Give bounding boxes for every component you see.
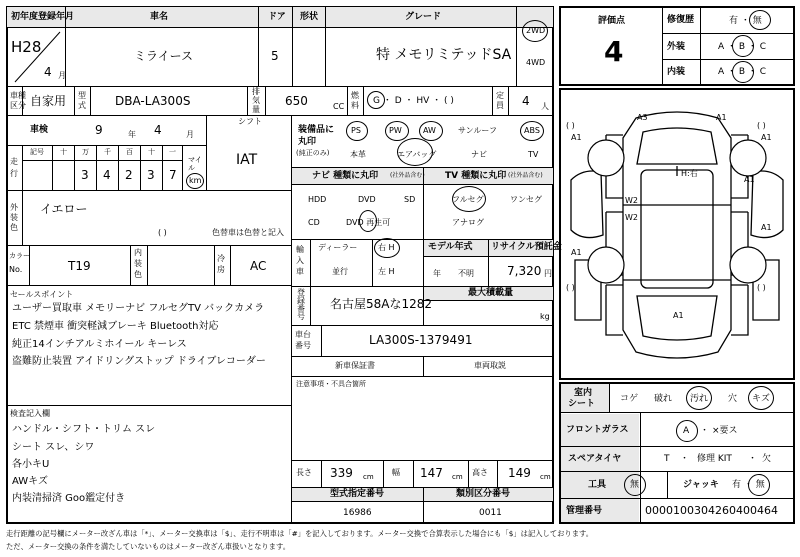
ac-value: AC — [250, 259, 267, 273]
seat-label-1: 室内 — [574, 388, 593, 398]
model-label-2: 式 — [78, 101, 86, 110]
repair-history-label: 修復歴 — [667, 15, 695, 25]
navi-sd: SD — [404, 195, 416, 204]
windshield-sep: ・ — [700, 426, 710, 436]
seat-burn: コゲ — [620, 394, 639, 404]
equip-tv: TV — [528, 150, 539, 159]
seat-scratch: キズ — [752, 394, 770, 404]
windshield-label: フロントガラス — [566, 425, 629, 435]
navi-label-note: (社外品含む) — [390, 172, 425, 179]
model-year-label: モデル年式 — [428, 242, 473, 252]
car-body-diagram — [561, 90, 793, 378]
capacity-unit: 人 — [541, 102, 549, 111]
mileage-digit: 2 — [125, 168, 133, 182]
interior-color-label-3: 色 — [134, 270, 142, 279]
sales-point-line: 盗難防止装置 アイドリングストップ ドライブレコーダー — [12, 356, 266, 367]
import-label-1: 輸 — [296, 245, 304, 254]
recycle-value: 7,320 — [507, 264, 542, 278]
footer-note-2: ただ、メーター交換の条件を満たしていないものはメーター改ざん車扱いとなります。 — [6, 542, 290, 551]
height-value: 149 — [508, 466, 531, 480]
import-parallel: 並行 — [332, 267, 348, 276]
windshield-a: A — [683, 426, 690, 436]
spare-sep: ・ — [748, 454, 758, 464]
warranty-new-car: 新車保証書 — [335, 361, 375, 370]
unit-hyaku-label: 百 — [126, 148, 133, 156]
ac-label-1: 冷 — [217, 254, 225, 263]
door-label: ドア — [268, 12, 286, 22]
mileage-digit: 7 — [169, 168, 177, 182]
width-value: 147 — [420, 466, 443, 480]
equip-leather: 本革 — [350, 150, 366, 159]
tools-value: 無 — [630, 480, 640, 490]
inspector-note-line: ハンドル・シフト・トリム スレ — [12, 424, 156, 435]
diagram-paren: ( ) — [566, 283, 575, 292]
import-lhd: 左 H — [378, 267, 395, 276]
seat-label-2: シート — [568, 399, 596, 409]
fuel-options: G ・ D ・ HV ・ ( ) — [373, 96, 454, 106]
spare-kit: 修理 KIT — [697, 454, 732, 464]
use-value: 自家用 — [30, 94, 67, 108]
model-year-unit: 年 — [433, 269, 441, 278]
windshield-replace: ×要ス — [712, 426, 738, 436]
jack-value: 有 ・ 無 — [732, 480, 765, 490]
model-year-unknown: 不明 — [458, 269, 474, 278]
registration-era: H28 — [11, 38, 42, 56]
name-label: 車名 — [150, 12, 169, 22]
width-unit: cm — [452, 473, 463, 481]
unit-man-label: 万 — [82, 148, 89, 156]
ext-color-label-3: 色 — [10, 223, 18, 232]
exterior-grade-value: A ・ B ・ C — [718, 42, 767, 52]
use-label-1: 車種 — [10, 91, 26, 100]
interior-color-label-1: 内 — [134, 248, 142, 257]
door-count: 5 — [271, 49, 279, 63]
sales-point-line: 純正14インチアルミホイール キーレス — [12, 339, 187, 350]
mileage-digit: 4 — [103, 168, 111, 182]
shape-label: 形状 — [300, 12, 319, 22]
diagram-label: W2 — [625, 213, 638, 222]
equipment-label-2: 丸印 — [298, 137, 317, 147]
grade-label: グレード — [405, 12, 442, 22]
management-no-value: 0000100304260400464 — [645, 504, 778, 517]
model-label-1: 型 — [78, 91, 86, 100]
unit-ten-label: 十 — [60, 148, 67, 156]
navi-label: ナビ 種類に丸印 — [312, 171, 379, 181]
ext-color-note: 色替車は色替と記入 — [212, 228, 284, 237]
recycle-unit: 円 — [544, 269, 552, 278]
width-label: 幅 — [392, 468, 400, 477]
import-rhd: 右 H — [378, 243, 395, 252]
capacity-label-1: 定 — [496, 91, 504, 100]
unit-juu-label: 十 — [148, 148, 155, 156]
year-label: 初年度登録年月 — [11, 12, 75, 22]
length-value: 339 — [330, 466, 353, 480]
type-designation-label: 型式指定番号 — [330, 489, 385, 499]
inspector-note-line: 内装清掃済 Goo鑑定付き — [12, 493, 126, 504]
displacement-unit: CC — [333, 102, 345, 111]
navi-cd: CD — [308, 218, 320, 227]
seat-stain: 汚れ — [690, 394, 709, 404]
mileage-label-2: 行 — [10, 169, 18, 178]
footer-note-1: 走行距離の記号欄にメーター改ざん車は「*」、メーター交換車は「$」、走行不明車は「#」を記入しております。メーター交換で合算表示した場合にも「$」は記入しております。 — [6, 529, 594, 538]
diagram-label: A1 — [716, 113, 727, 122]
navi-dvd: DVD — [358, 195, 376, 204]
sales-point-line: ETC 禁煙車 衝突軽減ブレーキ Bluetooth対応 — [12, 321, 219, 332]
registration-slash — [7, 28, 65, 86]
tv-oneseg: ワンセグ — [510, 195, 542, 204]
inspector-notes-label: 検査記入欄 — [10, 409, 50, 418]
management-no-label: 管理番号 — [566, 506, 603, 516]
equip-airbag: エアバッグ — [397, 150, 437, 159]
recycle-label: リサイクル預託金 — [491, 242, 562, 252]
diagram-label: A1 — [744, 175, 755, 184]
equipment-label-1: 装備品に — [298, 125, 335, 135]
color-no-label-2: No. — [9, 265, 23, 274]
ext-color-label-1: 外 — [10, 203, 18, 212]
exterior-grade-label: 外装 — [667, 42, 686, 52]
notes-label: 注意事項・不具合箇所 — [296, 380, 366, 388]
inspection-label: 車検 — [30, 125, 49, 135]
seat-tear: 破れ — [654, 394, 673, 404]
disp-label-3: 量 — [252, 105, 260, 114]
import-label-3: 車 — [296, 267, 304, 276]
km-unit: km — [189, 176, 202, 185]
inspector-note-line: シート スレ、シワ — [12, 442, 95, 453]
diagram-label: W2 — [625, 196, 638, 205]
equip-navi: ナビ — [471, 150, 487, 159]
unit-ichi-label: 一 — [169, 148, 176, 156]
sales-point-line: ユーザー買取車 メモリーナビ フルセグTV バックカメラ — [12, 303, 265, 314]
score-label: 評価点 — [598, 16, 626, 26]
grade-value: 特 メモリミテッドSA — [376, 47, 512, 63]
category-number-label: 類別区分番号 — [456, 489, 511, 499]
tv-label-note: (社外品含む) — [508, 172, 543, 179]
plate-label-3: 番 — [297, 304, 305, 313]
drive-4wd: 4WD — [526, 58, 546, 67]
diagram-paren: ( ) — [757, 283, 766, 292]
mile-label-1: マイ — [188, 156, 202, 164]
plate-label-2: 録 — [297, 296, 305, 305]
inspection-year-unit: 年 — [128, 130, 136, 139]
equip-sunroof: サンルーフ — [458, 126, 497, 135]
height-label: 高さ — [472, 468, 488, 477]
chassis-label-1: 車台 — [295, 330, 311, 339]
inspection-month-unit: 月 — [186, 130, 194, 139]
diagram-paren: ( ) — [757, 121, 766, 130]
length-unit: cm — [363, 473, 374, 481]
import-dealer: ディーラー — [318, 243, 358, 252]
load-label: 最大積載量 — [468, 288, 514, 298]
category-number-value: 0011 — [479, 508, 502, 518]
plate-label-4: 号 — [297, 312, 305, 321]
disp-label-2: 気 — [252, 96, 260, 105]
score-value: 4 — [604, 35, 624, 68]
equip-abs: ABS — [524, 126, 540, 135]
navi-dvd-play: DVD 再生可 — [346, 218, 391, 227]
capacity-label-2: 員 — [496, 101, 504, 110]
diagram-label: A1 — [673, 311, 684, 320]
plate-label-1: 登 — [297, 288, 305, 297]
inspection-month: 4 — [154, 123, 162, 137]
diagram-label: A1 — [571, 248, 582, 257]
equip-ps: PS — [351, 126, 361, 135]
use-label-2: 区分 — [10, 101, 26, 110]
ext-color-label-2: 装 — [10, 213, 18, 222]
diagram-label: A1 — [571, 133, 582, 142]
interior-color-label-2: 装 — [134, 259, 142, 268]
repair-history-value: 有 ・ 無 — [729, 16, 762, 26]
equipment-label-3: (純正のみ) — [296, 149, 330, 157]
equip-aw: AW — [423, 126, 436, 135]
seat-hole: 穴 — [728, 394, 738, 404]
ext-color-paren: ( ) — [158, 228, 167, 237]
navi-hdd: HDD — [308, 195, 327, 204]
mileage-label-1: 走 — [10, 157, 18, 166]
diagram-label: A1 — [761, 133, 772, 142]
mileage-note-label: 記号 — [30, 148, 44, 156]
fuel-label-1: 燃 — [351, 91, 359, 100]
spare-t: T — [664, 454, 670, 464]
tv-label: TV 種類に丸印 — [445, 171, 507, 181]
mile-label-2: ル — [188, 164, 195, 172]
spare-missing: 欠 — [762, 454, 772, 464]
registration-month-unit: 月 — [58, 71, 66, 80]
drive-2wd: 2WD — [526, 26, 546, 35]
spare-tire-label: スペアタイヤ — [568, 454, 622, 464]
interior-grade-value: A ・ B ・ C — [718, 67, 767, 77]
diagram-label: H:右 — [681, 169, 698, 178]
tv-analog: アナログ — [452, 218, 484, 227]
jack-label: ジャッキ — [683, 480, 719, 490]
diagram-paren: ( ) — [566, 121, 575, 130]
type-designation-value: 16986 — [343, 508, 372, 518]
mileage-digit: 3 — [147, 168, 155, 182]
ac-label-2: 房 — [217, 265, 225, 274]
color-no-label-1: カラー — [9, 252, 30, 260]
import-label-2: 入 — [296, 256, 304, 265]
fuel-label-2: 料 — [351, 101, 359, 110]
inspection-year: 9 — [95, 123, 103, 137]
tools-label: 工具 — [588, 480, 607, 490]
ext-color-value: イエロー — [40, 202, 88, 216]
length-label: 長さ — [296, 468, 312, 477]
interior-grade-label: 内装 — [667, 67, 686, 77]
model-value: DBA-LA300S — [115, 94, 191, 108]
registration-month: 4 — [44, 65, 52, 79]
unit-sen-label: 千 — [104, 148, 111, 156]
disp-label-1: 排 — [252, 87, 260, 96]
diagram-label: A3 — [637, 113, 648, 122]
color-no-value: T19 — [68, 259, 91, 273]
sales-points-label: セールスポイント — [10, 290, 74, 299]
chassis-value: LA300S-1379491 — [369, 333, 473, 347]
chassis-label-2: 番号 — [295, 341, 311, 350]
load-unit: kg — [540, 312, 550, 321]
displacement-value: 650 — [285, 94, 308, 108]
warranty-manual: 車両取説 — [474, 361, 506, 370]
car-name: ミライース — [134, 49, 194, 63]
shift-label: シフト — [238, 117, 262, 126]
equip-pw: PW — [389, 126, 402, 135]
diagram-label: A1 — [761, 223, 772, 232]
capacity-value: 4 — [522, 94, 530, 108]
inspector-note-line: AWキズ — [12, 476, 48, 487]
plate-value: 名古屋58Aな1282 — [330, 297, 433, 311]
height-unit: cm — [540, 473, 551, 481]
spare-sep: ・ — [680, 454, 690, 464]
inspector-note-line: 各小キU — [12, 459, 50, 470]
tv-fullseg: フルセグ — [452, 195, 484, 204]
shift-value: IAT — [236, 152, 258, 168]
mileage-digit: 3 — [81, 168, 89, 182]
